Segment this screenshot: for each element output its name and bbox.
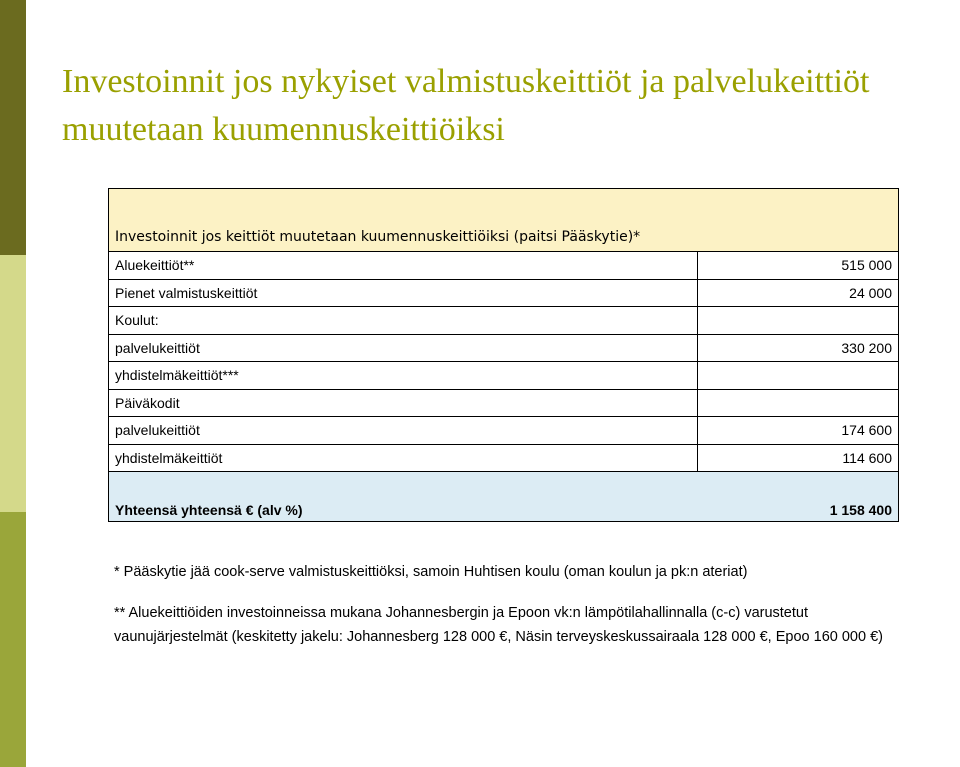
total-label: Yhteensä yhteensä € (alv %) — [109, 472, 698, 522]
decor-bar-middle — [0, 255, 26, 512]
slide-title-line2: muutetaan kuumennuskeittiöiksi — [62, 111, 505, 148]
decor-bar-bottom — [0, 512, 26, 767]
decor-bar-top — [0, 0, 26, 255]
table-header: Investoinnit jos keittiöt muutetaan kuumennuskeittiöiksi (paitsi Pääskytie)* — [109, 189, 698, 252]
investment-table — [108, 188, 899, 522]
table-row — [109, 417, 899, 445]
row-label: Pienet valmistuskeittiöt — [109, 279, 698, 307]
row-label: Päiväkodit — [109, 389, 698, 417]
slide-title — [62, 58, 952, 154]
table-header-row — [109, 189, 899, 252]
total-value: 1 158 400 — [698, 472, 899, 522]
table-row — [109, 279, 899, 307]
row-label: palvelukeittiöt — [109, 417, 698, 445]
table-row — [109, 444, 899, 472]
row-label: yhdistelmäkeittiöt — [109, 444, 698, 472]
table-row — [109, 334, 899, 362]
table-header-value — [698, 189, 899, 252]
row-value — [698, 307, 899, 335]
table-row — [109, 389, 899, 417]
slide-title-line1: Investoinnit jos nykyiset valmistuskeittiöt ja palvelukeittiöt — [62, 63, 870, 100]
row-label: Aluekeittiöt** — [109, 252, 698, 280]
row-label: palvelukeittiöt — [109, 334, 698, 362]
table-row — [109, 362, 899, 390]
table-row — [109, 252, 899, 280]
row-label: yhdistelmäkeittiöt*** — [109, 362, 698, 390]
footnote-2: ** Aluekeittiöiden investoinneissa mukana Johannesbergin ja Epoon vk:n lämpötilahallinnalla (c-c) varustetut vaunujärjestelmät (keskitetty jakelu: Johannesberg 128 000 €, Näsin terveyskeskussairaala 128 000 €, Epoo 160 000 €) — [114, 605, 883, 645]
footnote-1: * Pääskytie jää cook-serve valmistuskeittiöksi, samoin Huhtisen koulu (oman koulun ja pk:n ateriat) — [114, 564, 748, 580]
row-value — [698, 389, 899, 417]
table-row — [109, 307, 899, 335]
row-label: Koulut: — [109, 307, 698, 335]
footnotes — [114, 560, 914, 666]
row-value — [698, 362, 899, 390]
row-value: 330 200 — [698, 334, 899, 362]
row-value: 174 600 — [698, 417, 899, 445]
total-row — [109, 472, 899, 522]
row-value: 515 000 — [698, 252, 899, 280]
row-value: 24 000 — [698, 279, 899, 307]
row-value: 114 600 — [698, 444, 899, 472]
